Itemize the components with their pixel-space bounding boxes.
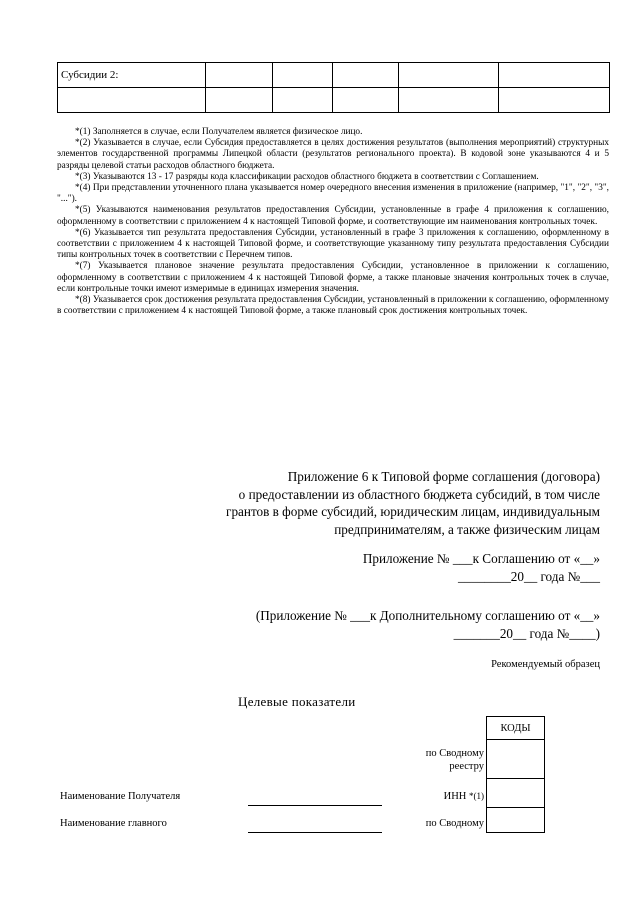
table-cell: [273, 63, 333, 88]
table-cell: [399, 63, 499, 88]
code-cell: [487, 808, 545, 833]
table-cell: [206, 63, 273, 88]
main-admin-label: Наименование главного: [60, 818, 167, 829]
footnote-6: *(6) Указывается тип результата предоставления Субсидии, установленный в графе 3 приложения к соглашению, оформленному в соответствии с приложением 4 к настоящей Типовой форме, и соответствующие указанному типу результата предоставления Субсидии типы контрольных точек в соответствии с Перечнем типов.: [57, 227, 609, 261]
subsidy-table: [57, 62, 610, 113]
table-cell: [58, 88, 206, 113]
supplementary-ref: (Приложение № ___к Дополнительному соглашению от «__»: [255, 608, 600, 623]
table-cell: [333, 88, 399, 113]
inn-label-wrap: [400, 790, 484, 803]
inn-note: *(1): [469, 791, 484, 801]
appendix-line: Приложение 6 к Типовой форме соглашения (договора): [287, 469, 600, 484]
footnote-5: *(5) Указываются наименования результатов предоставления Субсидии, установленные в графе 4 приложения к соглашению, оформленному в соответствии с приложением 4 к настоящей Типовой форме, и соответствующие им наименования контрольных точек.: [57, 205, 609, 227]
footnote-3: *(3) Указываются 13 - 17 разряды кода классификации расходов областного бюджета в соответствии с Соглашением.: [75, 171, 539, 182]
footnote-8: *(8) Указывается срок достижения результата предоставления Субсидии, установленный в приложении к соглашению, оформленному в соответствии с приложением 4 к настоящей Типовой форме, а также плановый срок достижения контрольных точек.: [57, 295, 609, 317]
main-admin-line[interactable]: [248, 832, 382, 833]
recipient-label: Наименование Получателя: [60, 791, 181, 802]
codes-header: КОДЫ: [487, 717, 545, 740]
table-row: [58, 63, 610, 88]
appendix-line: грантов в форме субсидий, юридическим лицам, индивидуальным: [226, 504, 600, 519]
table-cell: [499, 88, 610, 113]
svod-label-2: по Сводному: [425, 818, 484, 829]
table-cell: [499, 63, 610, 88]
table-cell-label: Субсидии 2:: [58, 63, 206, 88]
footnote-4: *(4) При представлении уточненного плана указывается номер очередного внесения изменения в приложение (например, "1", "2", "3", "...").: [57, 183, 609, 205]
page-title: Целевые показатели: [238, 694, 356, 709]
supplementary-ref: _______20__ года №____): [453, 625, 600, 641]
table-row: [58, 88, 610, 113]
agreement-ref: ________20__ года №___: [458, 568, 600, 584]
table-cell: [399, 88, 499, 113]
inn-label: ИНН: [443, 791, 467, 802]
code-cell: [487, 779, 545, 808]
svod-registry-label: по Сводному реестру: [425, 748, 484, 772]
footnote-7: *(7) Указывается плановое значение результата предоставления Субсидии, установленное в приложении к соглашению, оформленному в соответствии с приложением 4 к настоящей Типовой форме, а также плановые значения контрольных точек в случае, если контрольные точки имеют измеримые в единицах измерения значения.: [57, 261, 609, 294]
table-cell: [206, 88, 273, 113]
codes-table: [486, 716, 545, 833]
footnote-1: *(1) Заполняется в случае, если Получателем является физическое лицо.: [75, 127, 363, 137]
appendix-header: [120, 468, 600, 674]
code-cell: [487, 740, 545, 779]
appendix-line: о предоставлении из областного бюджета субсидий, в том числе: [238, 486, 600, 502]
recipient-name-line[interactable]: [248, 805, 382, 806]
appendix-line: предпринимателям, а также физическим лицам: [334, 521, 600, 537]
footnote-2: *(2) Указывается в случае, если Субсидия предоставляется в целях достижения результатов (выполнения мероприятий) структурных элементов государственной программы Липецкой области (результатов регионального проекта). В кодовой зоне указываются 4 и 5 разряды целевой статьи расходов областного бюджета.: [57, 138, 609, 171]
table-cell: [273, 88, 333, 113]
table-cell: [333, 63, 399, 88]
sample-label: Рекомендуемый образец: [491, 659, 600, 670]
footnotes: [57, 127, 609, 317]
agreement-ref: Приложение № ___к Соглашению от «__»: [362, 551, 600, 566]
